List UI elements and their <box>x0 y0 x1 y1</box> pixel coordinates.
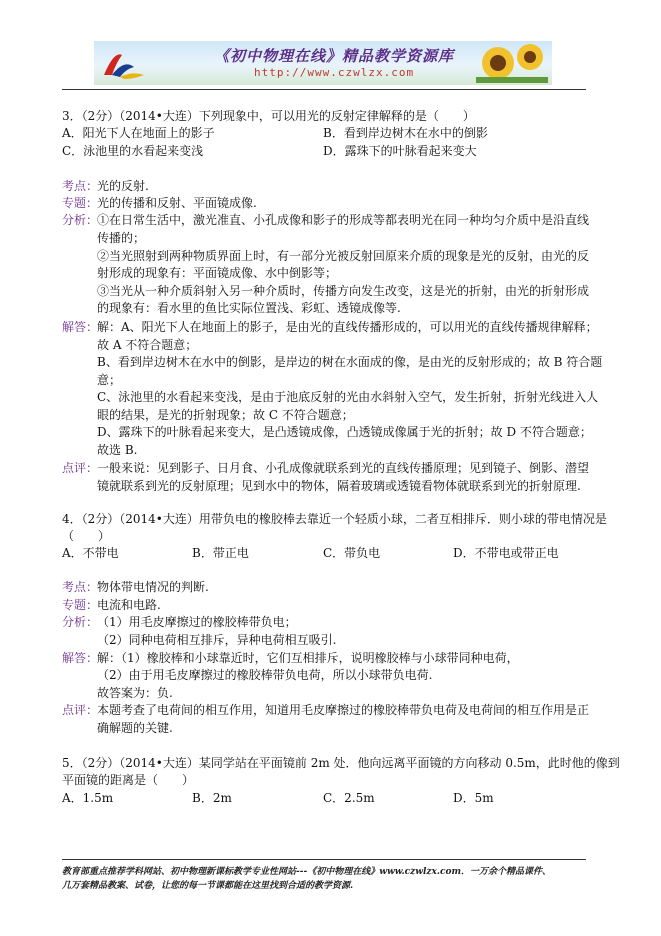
q5-option-d: D．5m <box>453 791 494 805</box>
sunflower-icon <box>476 43 548 83</box>
q3-option-a: A．阳光下人在地面上的影子 <box>62 126 215 140</box>
q4-dianping-line: 本题考查了电荷间的相互作用，知道用毛皮摩擦过的橡胶棒带负电荷及电荷间的相互作用是正 <box>97 703 590 717</box>
footer-line: 几万套精品教案、试卷，让您的每一节课都能在这里找到合适的教学资源. <box>62 881 354 891</box>
q4-jieda-line: （2）由于用毛皮摩擦过的橡胶棒带负电荷，所以小球带负电荷. <box>97 668 433 682</box>
q4-zhuanti-label: 专题： <box>62 598 99 612</box>
q3-dianping-label: 点评： <box>62 461 99 475</box>
q3-fenxi-line: ①在日常生活中，激光准直、小孔成像和影子的形成等都表明光在同一种均匀介质中是沿直线 <box>97 213 590 227</box>
q4-jieda-line: 故答案为：负. <box>97 686 173 700</box>
footer-rule <box>62 859 586 860</box>
q3-jieda-line: D、露珠下的叶脉看起来变大，是凸透镜成像，凸透镜成像属于光的折射；故 D 不符合题意； <box>97 425 592 439</box>
q3-jieda-line: B、看到岸边树木在水中的倒影，是岸边的树在水面成的像，是由光的反射形成的；故 B 符合题 <box>97 355 603 369</box>
q3-option-c: C．泳池里的水看起来变浅 <box>62 144 204 158</box>
q4-option-a: A．不带电 <box>62 546 119 560</box>
q4-kaodian: 物体带电情况的判断. <box>97 580 209 594</box>
q3-fenxi-line: ②当光照射到两种物质界面上时，有一部分光被反射回原来介质的现象是光的反射，由光的反 <box>97 249 590 263</box>
q3-jieda-label: 解答： <box>62 320 99 334</box>
q3-jieda-line: 解：A、阳光下人在地面上的影子，是由光的直线传播形成的，可以用光的直线传播规律解释； <box>97 320 598 334</box>
q3-zhuanti-label: 专题： <box>62 196 99 210</box>
q4-fenxi-label: 分析： <box>62 615 99 629</box>
q5-option-a: A．1.5m <box>62 791 114 805</box>
site-logo-icon <box>100 45 148 81</box>
q4-option-d: D．不带电或带正电 <box>453 546 559 560</box>
q5-option-c: C．2.5m <box>323 791 375 805</box>
q4-fenxi-line: （1）用毛皮摩擦过的橡胶棒带负电； <box>97 615 297 629</box>
q3-option-b: B．看到岸边树木在水中的倒影 <box>323 126 488 140</box>
q4-stem-cont: （ ） <box>62 529 111 543</box>
q5-stem: 5．（2分）（2014•大连）某同学站在平面镜前 2m 处．他向远离平面镜的方向移动 0.5m，此时他的像到 <box>62 756 620 770</box>
q3-zhuanti: 光的传播和反射、平面镜成像. <box>97 196 257 210</box>
q3-fenxi-line: 射形成的现象有：平面镜成像、水中倒影等； <box>97 266 338 280</box>
q3-jieda-line: 眼的结果，是光的折射现象；故 C 不符合题意； <box>97 408 354 422</box>
q4-fenxi-line: （2）同种电荷相互排斥，异种电荷相互吸引. <box>97 633 337 647</box>
q4-kaodian-label: 考点： <box>62 580 99 594</box>
q3-jieda-line: 故 A 不符合题意； <box>97 338 198 352</box>
q5-option-b: B．2m <box>192 791 232 805</box>
q4-option-c: C．带负电 <box>323 546 381 560</box>
q3-dianping-line: 镜就联系到光的反射原理；见到水中的物体，隔着玻璃或透镜看物体就联系到光的折射原理. <box>97 479 581 493</box>
header-rule <box>62 89 586 90</box>
q4-stem: 4．（2分）（2014•大连）用带负电的橡胶棒去靠近一个轻质小球，二者互相排斥．则小球的带电情况是 <box>62 512 607 526</box>
q3-option-d: D．露珠下的叶脉看起来变大 <box>323 144 477 158</box>
q3-jieda-line: C、泳池里的水看起来变浅，是由于池底反射的光由水斜射入空气，发生折射，折射光线进入人 <box>97 390 599 404</box>
banner-url[interactable]: http://www.czwlzx.com <box>254 66 415 79</box>
q3-fenxi-line: ③当光从一种介质斜射入另一种介质时，传播方向发生改变，这是光的折射，由光的折射形成 <box>97 284 590 298</box>
q3-fenxi-label: 分析： <box>62 213 99 227</box>
footer-line: 教育部重点推荐学科网站、初中物理新课标教学专业性网站---《初中物理在线》www.czwlzx.com．一万余个精品课件、 <box>62 867 552 877</box>
banner-title: 《初中物理在线》精品教学资源库 <box>214 47 455 65</box>
q4-jieda-label: 解答： <box>62 651 99 665</box>
q3-jieda-line: 意； <box>97 373 122 387</box>
q3-kaodian: 光的反射. <box>97 179 149 193</box>
q3-fenxi-line: 的现象有：看水里的鱼比实际位置浅、彩虹、透镜成像等. <box>97 301 401 315</box>
q3-fenxi-line: 传播的； <box>97 231 146 245</box>
q3-stem: 3．（2分）（2014•大连）下列现象中，可以用光的反射定律解释的是（ ） <box>62 109 475 123</box>
q4-option-b: B．带正电 <box>192 546 249 560</box>
q4-dianping-line: 确解题的关键. <box>97 721 173 735</box>
q3-kaodian-label: 考点： <box>62 179 99 193</box>
q4-jieda-line: 解：（1）橡胶棒和小球靠近时，它们互相排斥，说明橡胶棒与小球带同种电荷， <box>97 651 519 665</box>
q4-dianping-label: 点评： <box>62 703 99 717</box>
q4-zhuanti: 电流和电路. <box>97 598 161 612</box>
header-banner <box>94 41 552 85</box>
q3-dianping-line: 一般来说：见到影子、日月食、小孔成像就联系到光的直线传播原理；见到镜子、倒影、潜望 <box>97 461 590 475</box>
q3-jieda-line: 故选 B. <box>97 443 138 457</box>
q5-stem-cont: 平面镜的距离是（ ） <box>62 773 195 787</box>
